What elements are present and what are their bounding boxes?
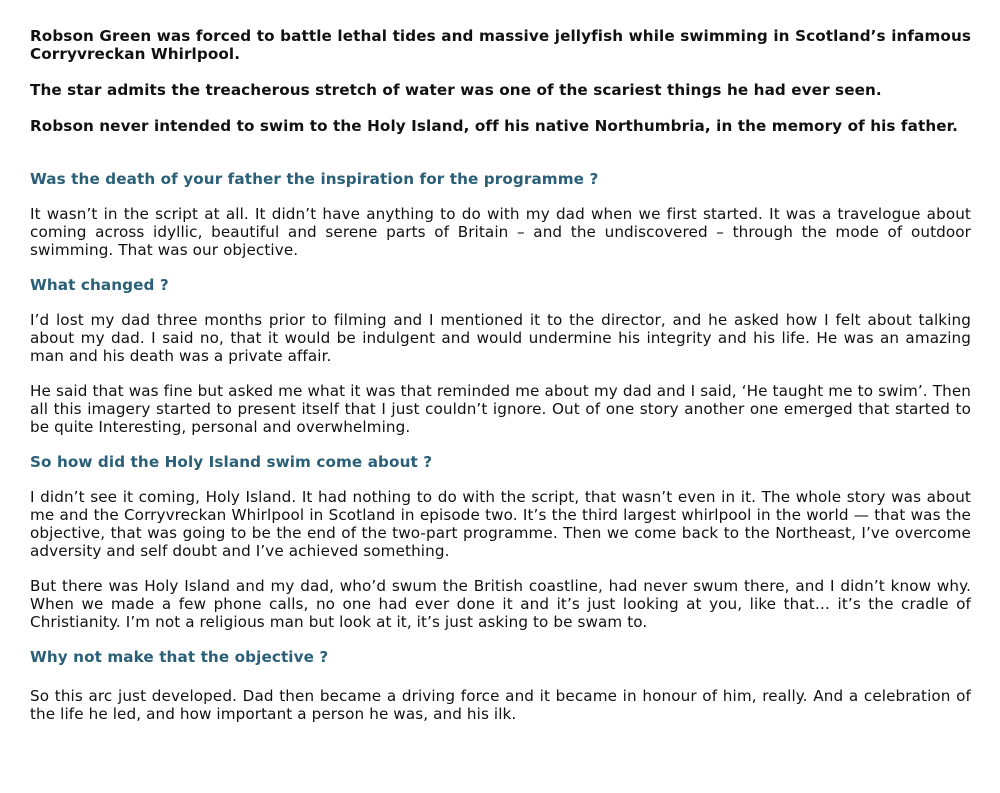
intro-paragraph-3: Robson never intended to swim to the Holy Island, off his native Northumbria, in the memory of his father. <box>30 117 958 135</box>
question-1: Was the death of your father the inspiration for the programme ? <box>30 170 599 188</box>
answer-3-paragraph-1: I didn’t see it coming, Holy Island. It had nothing to do with the script, that wasn’t even in it. The whole story was about me and the Corryvreckan Whirlpool in Scotland in episode two. It’s the third largest whirlpool in the world — that was the objective, that was going to be the end of the two-part programme. Then we come back to the Northeast, I’ve overcome adversity and self doubt and I’ve achieved something. <box>30 488 971 560</box>
intro-paragraph-2: The star admits the treacherous stretch of water was one of the scariest things he had ever seen. <box>30 81 882 99</box>
answer-3-paragraph-2: But there was Holy Island and my dad, who’d swum the British coastline, had never swum there, and I didn’t know why. When we made a few phone calls, no one had ever done it and it’s just looking at you, like that… it’s the cradle of Christianity. I’m not a religious man but look at it, it’s just asking to be swam to. <box>30 577 971 631</box>
article <box>30 27 971 740</box>
answer-4-paragraph-1: So this arc just developed. Dad then became a driving force and it became in honour of him, really. And a celebration of the life he led, and how important a person he was, and his ilk. <box>30 687 971 723</box>
question-2: What changed ? <box>30 276 169 294</box>
question-4: Why not make that the objective ? <box>30 648 329 666</box>
intro-paragraph-1: Robson Green was forced to battle lethal tides and massive jellyfish while swimming in Scotland’s infamous Corryvreckan Whirlpool. <box>30 27 971 63</box>
answer-2-paragraph-2: He said that was fine but asked me what it was that reminded me about my dad and I said, ‘He taught me to swim’. Then all this imagery started to present itself that I just couldn’t ignore. Out of one story another one emerged that started to be quite Interesting, personal and overwhelming. <box>30 382 971 436</box>
answer-2-paragraph-1: I’d lost my dad three months prior to filming and I mentioned it to the director, and he asked how I felt about talking about my dad. I said no, that it would be indulgent and would undermine his integrity and his life. He was an amazing man and his death was a private affair. <box>30 311 971 365</box>
answer-1-paragraph-1: It wasn’t in the script at all. It didn’t have anything to do with my dad when we first started. It was a travelogue about coming across idyllic, beautiful and serene parts of Britain – and the undiscovered – through the mode of outdoor swimming. That was our objective. <box>30 205 971 259</box>
question-3: So how did the Holy Island swim come about ? <box>30 453 433 471</box>
